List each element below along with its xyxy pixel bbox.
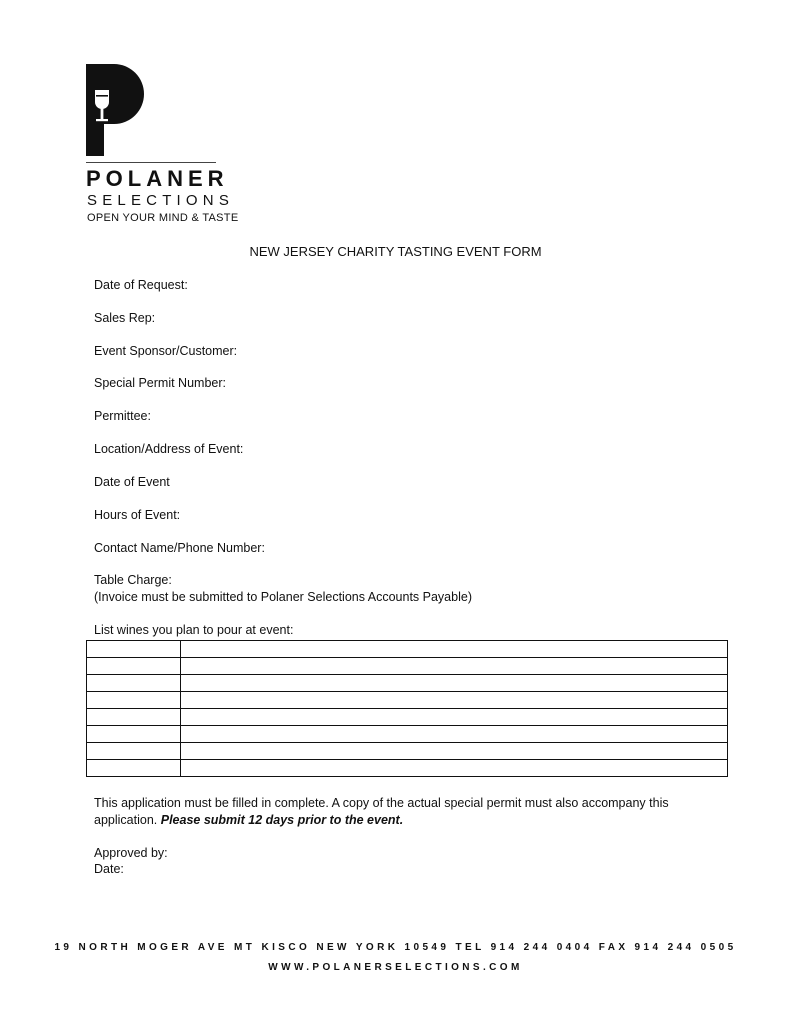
table-cell[interactable] bbox=[87, 709, 181, 726]
table-row bbox=[87, 726, 728, 743]
form-title: NEW JERSEY CHARITY TASTING EVENT FORM bbox=[249, 244, 542, 259]
brand-name: POLANER bbox=[86, 166, 229, 191]
table-row bbox=[87, 760, 728, 777]
polaner-logo-icon bbox=[86, 64, 144, 156]
footer-address: 19 NORTH MOGER AVE MT KISCO NEW YORK 10549 TEL 914 244 0404 FAX 914 244 0505 bbox=[54, 942, 737, 953]
notice-emphasis: Please submit 12 days prior to the event. bbox=[160, 813, 404, 827]
approval-date-label: Date: bbox=[94, 862, 124, 876]
submission-notice bbox=[94, 795, 714, 829]
table-row bbox=[87, 658, 728, 675]
wines-list-label: List wines you plan to pour at event: bbox=[94, 623, 294, 637]
table-cell[interactable] bbox=[87, 675, 181, 692]
field-sales-rep: Sales Rep: bbox=[94, 311, 156, 325]
table-cell[interactable] bbox=[181, 658, 728, 675]
table-row bbox=[87, 641, 728, 658]
table-row bbox=[87, 743, 728, 760]
brand-subtitle: SELECTIONS bbox=[87, 192, 235, 209]
table-cell[interactable] bbox=[181, 726, 728, 743]
approved-by-label: Approved by: bbox=[94, 846, 168, 860]
notice-text: This application must be filled in complete. A copy of the actual special permit must also accompany this application. bbox=[94, 796, 669, 827]
table-cell[interactable] bbox=[181, 743, 728, 760]
field-event-sponsor: Event Sponsor/Customer: bbox=[94, 344, 238, 358]
field-hours-of-event: Hours of Event: bbox=[94, 508, 181, 522]
table-row bbox=[87, 692, 728, 709]
wines-table bbox=[86, 640, 728, 777]
table-cell[interactable] bbox=[87, 658, 181, 675]
table-cell[interactable] bbox=[87, 726, 181, 743]
field-table-charge: Table Charge: bbox=[94, 573, 172, 587]
table-cell[interactable] bbox=[87, 760, 181, 777]
field-permittee: Permittee: bbox=[94, 409, 151, 423]
table-row bbox=[87, 709, 728, 726]
table-cell[interactable] bbox=[181, 675, 728, 692]
table-cell[interactable] bbox=[87, 692, 181, 709]
field-date-of-request: Date of Request: bbox=[94, 278, 188, 292]
field-location-address: Location/Address of Event: bbox=[94, 442, 244, 456]
table-cell[interactable] bbox=[181, 760, 728, 777]
brand-tagline: OPEN YOUR MIND & TASTE bbox=[87, 212, 239, 224]
footer-website: WWW.POLANERSELECTIONS.COM bbox=[268, 962, 523, 973]
table-cell[interactable] bbox=[181, 692, 728, 709]
table-cell[interactable] bbox=[181, 709, 728, 726]
table-cell[interactable] bbox=[181, 641, 728, 658]
table-charge-note: (Invoice must be submitted to Polaner Selections Accounts Payable) bbox=[94, 590, 472, 604]
table-cell[interactable] bbox=[87, 743, 181, 760]
table-cell[interactable] bbox=[87, 641, 181, 658]
logo-divider bbox=[86, 162, 216, 163]
field-contact-name-phone: Contact Name/Phone Number: bbox=[94, 541, 265, 555]
field-special-permit-number: Special Permit Number: bbox=[94, 376, 226, 390]
table-row bbox=[87, 675, 728, 692]
field-date-of-event: Date of Event bbox=[94, 475, 170, 489]
